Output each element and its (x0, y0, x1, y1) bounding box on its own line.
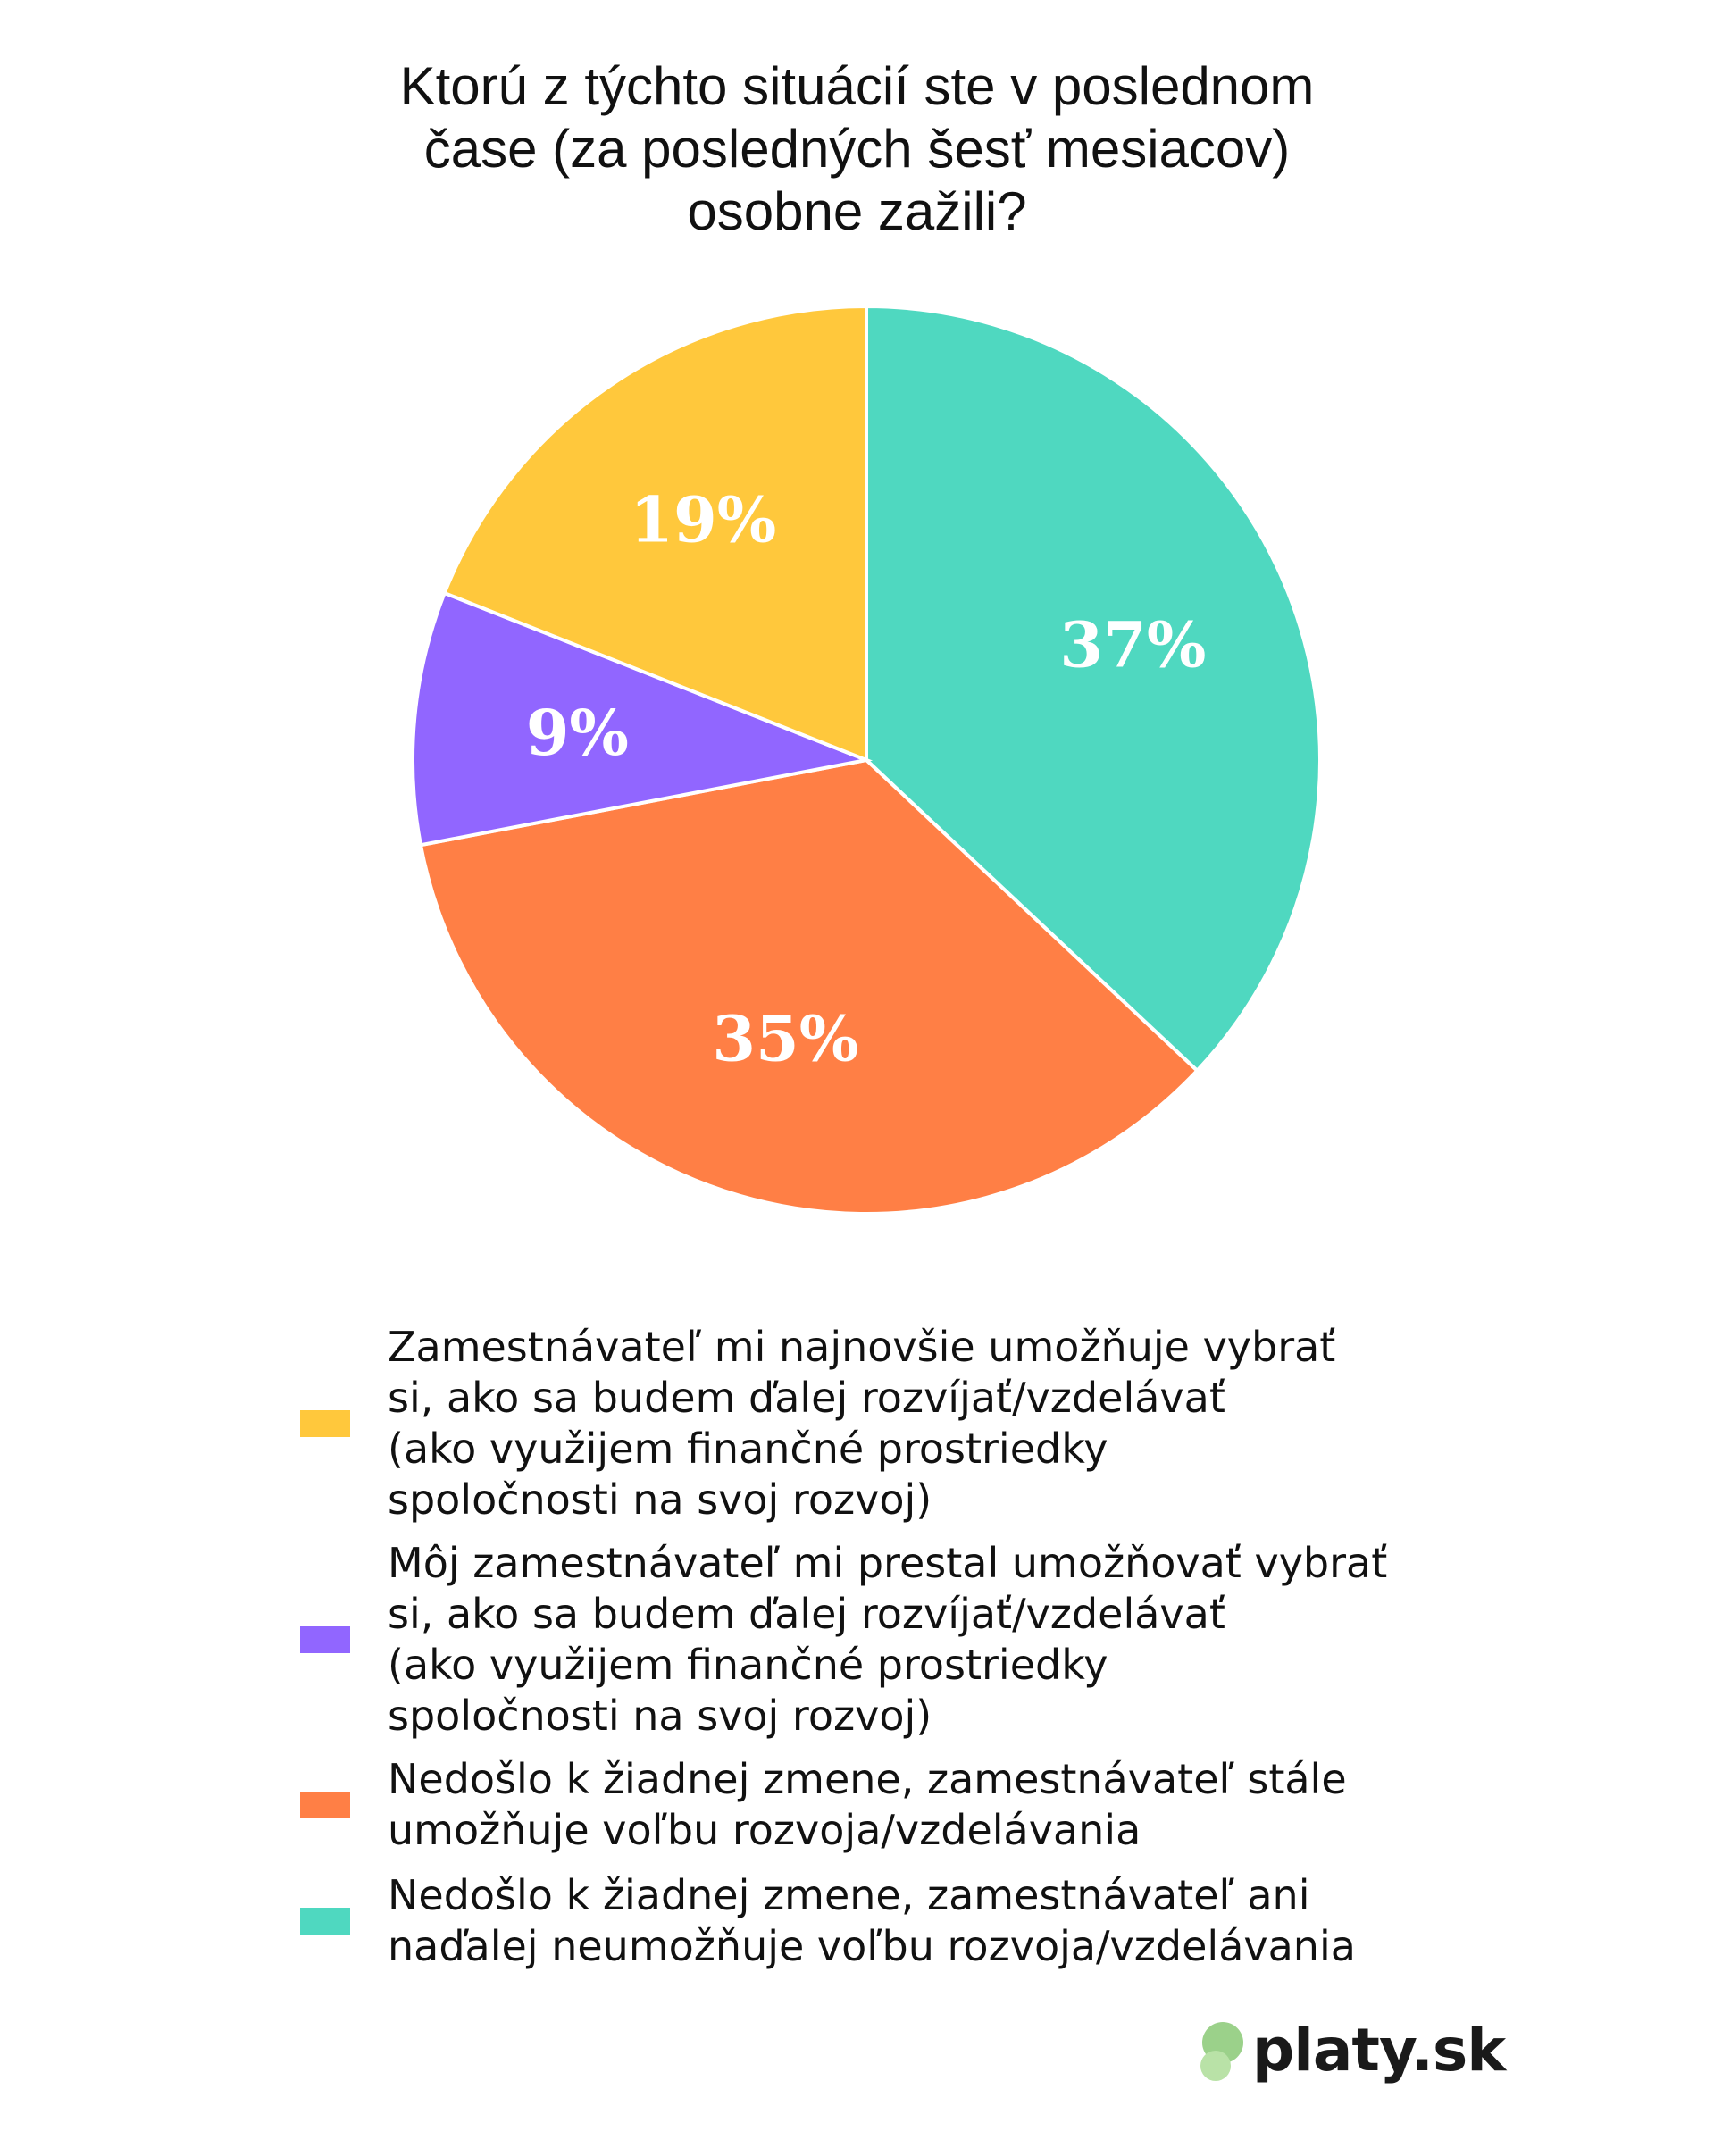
legend-line: Nedošlo k žiadnej zmene, zamestnávateľ ani (388, 1871, 1310, 1919)
legend-swatch-orange (300, 1792, 350, 1818)
legend-line: si, ako sa budem ďalej rozvíjať/vzdelávať (388, 1590, 1225, 1638)
legend-line: umožňuje voľbu rozvoja/vzdelávania (388, 1806, 1141, 1854)
logo-dot (1200, 2051, 1231, 2081)
chart-title-line-1: Ktorú z týchto situácií ste v poslednom (399, 56, 1315, 116)
legend-line: si, ako sa budem ďalej rozvíjať/vzdelávať (388, 1374, 1225, 1422)
legend-item-no-change-disallows (300, 1870, 1356, 1972)
legend-line: spoločnosti na svoj rozvoj) (388, 1475, 932, 1524)
legend-item-stopped-choice (300, 1538, 1387, 1742)
brand-name: platy.sk (1252, 2015, 1506, 2085)
pie-slice-label: 37% (1059, 607, 1207, 682)
pie-slice-label: 35% (712, 1001, 859, 1076)
legend-label (388, 1754, 1347, 1856)
legend-item-increase-choice (300, 1322, 1335, 1525)
legend-line: naďalej neumožňuje voľbu rozvoja/vzdelávania (388, 1922, 1356, 1970)
legend-swatch-teal (300, 1908, 350, 1935)
pie-slice-label: 9% (525, 695, 629, 770)
chart-title-line-3: osobne zažili? (687, 181, 1027, 241)
legend-line: Zamestnávateľ mi najnovšie umožňuje vybrať (388, 1323, 1336, 1371)
legend-swatch-purple (300, 1626, 350, 1653)
chart-title-line-2: čase (za posledných šesť mesiacov) (423, 119, 1291, 179)
legend-label (388, 1870, 1356, 1972)
legend-line: Môj zamestnávateľ mi prestal umožňovať vybrať (388, 1539, 1388, 1587)
legend-line: (ako využijem finančné prostriedky (388, 1425, 1108, 1473)
legend-line: (ako využijem finančné prostriedky (388, 1641, 1108, 1689)
brand-logo (1197, 2010, 1505, 2090)
legend-line: spoločnosti na svoj rozvoj) (388, 1692, 932, 1740)
legend-label (388, 1538, 1387, 1742)
legend-line: Nedošlo k žiadnej zmene, zamestnávateľ stále (388, 1755, 1347, 1803)
legend-item-no-change-allows (300, 1754, 1347, 1856)
legend-swatch-yellow (300, 1410, 350, 1437)
logo-dots-icon (1197, 2010, 1250, 2090)
legend-label (388, 1322, 1335, 1525)
pie-slice-label: 19% (630, 482, 777, 557)
